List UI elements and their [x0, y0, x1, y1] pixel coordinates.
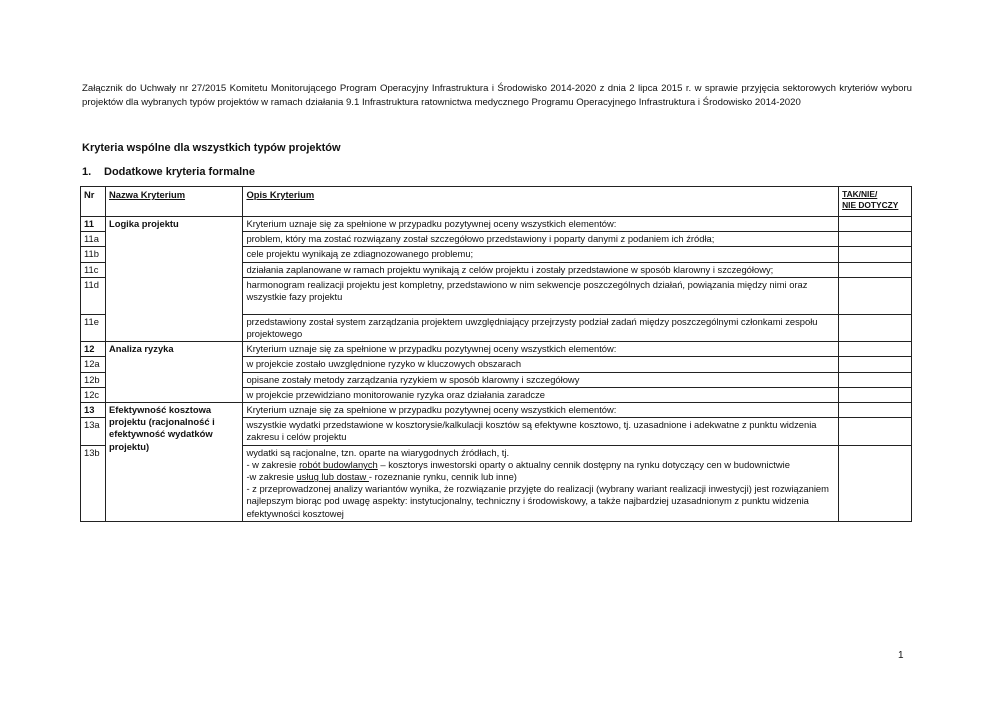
row-number: 11c [81, 262, 106, 277]
table-row [81, 342, 912, 357]
answer-cell[interactable] [839, 342, 912, 357]
criterion-description: działania zaplanowane w ramach projektu wynikają z celów projektu i zostały przedstawione w sposób klarowny i szczegółowy; [243, 262, 839, 277]
criterion-name: Efektywność kosztowa projektu (racjonalność i efektywność wydatków projektu) [105, 403, 242, 522]
answer-cell[interactable] [839, 418, 912, 445]
criterion-description: cele projektu wynikają ze zdiagnozowanego problemu; [243, 247, 839, 262]
subsection-number: 1. [82, 166, 92, 178]
row-number: 11a [81, 232, 106, 247]
table-row [81, 403, 912, 418]
subsection-heading [82, 166, 255, 178]
criterion-description: Kryterium uznaje się za spełnione w przypadku pozytywnej oceny wszystkich elementów: [243, 217, 839, 232]
row-number: 11d [81, 277, 106, 314]
criterion-description: w projekcie zostało uwzględnione ryzyko w kluczowych obszarach [243, 357, 839, 372]
row-number: 13 [81, 403, 106, 418]
header-tak-nie: TAK/NIE/ NIE DOTYCZY [839, 187, 912, 217]
criterion-name: Logika projektu [105, 217, 242, 342]
desc-line: - w zakresie robót budowlanych – kosztorys inwestorski oparty o aktualny cennik dostępny na rynku dotyczący cen w budownictwie [246, 458, 790, 470]
answer-cell[interactable] [839, 357, 912, 372]
criterion-description: harmonogram realizacji projektu jest kompletny, przedstawiono w nim sekwencje poszczególnych działań, powiązania między nimi oraz wszystkie fazy projektu [243, 277, 839, 314]
criterion-name: Analiza ryzyka [105, 342, 242, 403]
answer-cell[interactable] [839, 314, 912, 341]
header-name: Nazwa Kryterium [105, 187, 242, 217]
criterion-description: wszystkie wydatki przedstawione w kosztorysie/kalkulacji kosztów są efektywne kosztowo, tj. uzasadnione i adekwatne z punktu widzenia zakresu i celów projektu [243, 418, 839, 445]
answer-cell[interactable] [839, 217, 912, 232]
criterion-description: Kryterium uznaje się za spełnione w przypadku pozytywnej oceny wszystkich elementów: [243, 403, 839, 418]
section-heading: Kryteria wspólne dla wszystkich typów projektów [82, 142, 341, 154]
answer-cell[interactable] [839, 262, 912, 277]
table-row [81, 217, 912, 232]
criteria-table [80, 186, 912, 522]
criterion-description: w projekcie przewidziano monitorowanie ryzyka oraz działania zaradcze [243, 387, 839, 402]
answer-cell[interactable] [839, 232, 912, 247]
criterion-description: Kryterium uznaje się za spełnione w przypadku pozytywnej oceny wszystkich elementów: [243, 342, 839, 357]
answer-cell[interactable] [839, 403, 912, 418]
intro-paragraph: Załącznik do Uchwały nr 27/2015 Komitetu Monitorującego Program Operacyjny Infrastruktura i Środowisko 2014-2020 z dnia 2 lipca 2015 r. w sprawie przyjęcia sektorowych kryteriów wyboru projektów dla wybranych typów projektów w ramach działania 9.1 Infrastruktura ratownictwa medycznego Programu Operacyjnego Infrastruktura i Środowisko 2014-2020 [82, 83, 912, 108]
answer-cell[interactable] [839, 445, 912, 521]
criterion-description: przedstawiony został system zarządzania projektem uwzględniający przejrzysty podział zadań między poszczególnymi członkami zespołu projektowego [243, 314, 839, 341]
subsection-title: Dodatkowe kryteria formalne [104, 166, 255, 178]
criterion-description: problem, który ma zostać rozwiązany został szczegółowo przedstawiony i poparty danymi z podaniem ich źródła; [243, 232, 839, 247]
desc-line: -w zakresie usług lub dostaw - rozeznanie rynku, cennik lub inne) [246, 471, 517, 483]
answer-cell[interactable] [839, 372, 912, 387]
header-nr: Nr [81, 187, 106, 217]
answer-cell[interactable] [839, 247, 912, 262]
desc-line: wydatki są racjonalne, tzn. oparte na wiarygodnych źródłach, tj. [246, 446, 510, 458]
row-number: 11b [81, 247, 106, 262]
row-number: 13b [81, 445, 106, 521]
row-number: 12 [81, 342, 106, 357]
answer-cell[interactable] [839, 277, 912, 314]
row-number: 12b [81, 372, 106, 387]
table-header-row [81, 187, 912, 217]
row-number: 13a [81, 418, 106, 445]
row-number: 12c [81, 387, 106, 402]
answer-cell[interactable] [839, 387, 912, 402]
row-number: 11 [81, 217, 106, 232]
desc-line: - z przeprowadzonej analizy wariantów wynika, że rozwiązanie przyjęte do realizacji (wybrany wariant realizacji inwestycji) jest rozwiązaniem najlepszym biorąc pod uwagę aspekty: instytucjonalny, techniczny i środowiskowy, a także najbardziej uzasadnionym z punktu widzenia efektywności kosztowej [246, 483, 829, 519]
criterion-description: opisane zostały metody zarządzania ryzykiem w sposób klarowny i szczegółowy [243, 372, 839, 387]
row-number: 11e [81, 314, 106, 341]
page-number: 1 [898, 650, 904, 661]
header-desc: Opis Kryterium [243, 187, 839, 217]
criterion-description [243, 445, 839, 521]
row-number: 12a [81, 357, 106, 372]
